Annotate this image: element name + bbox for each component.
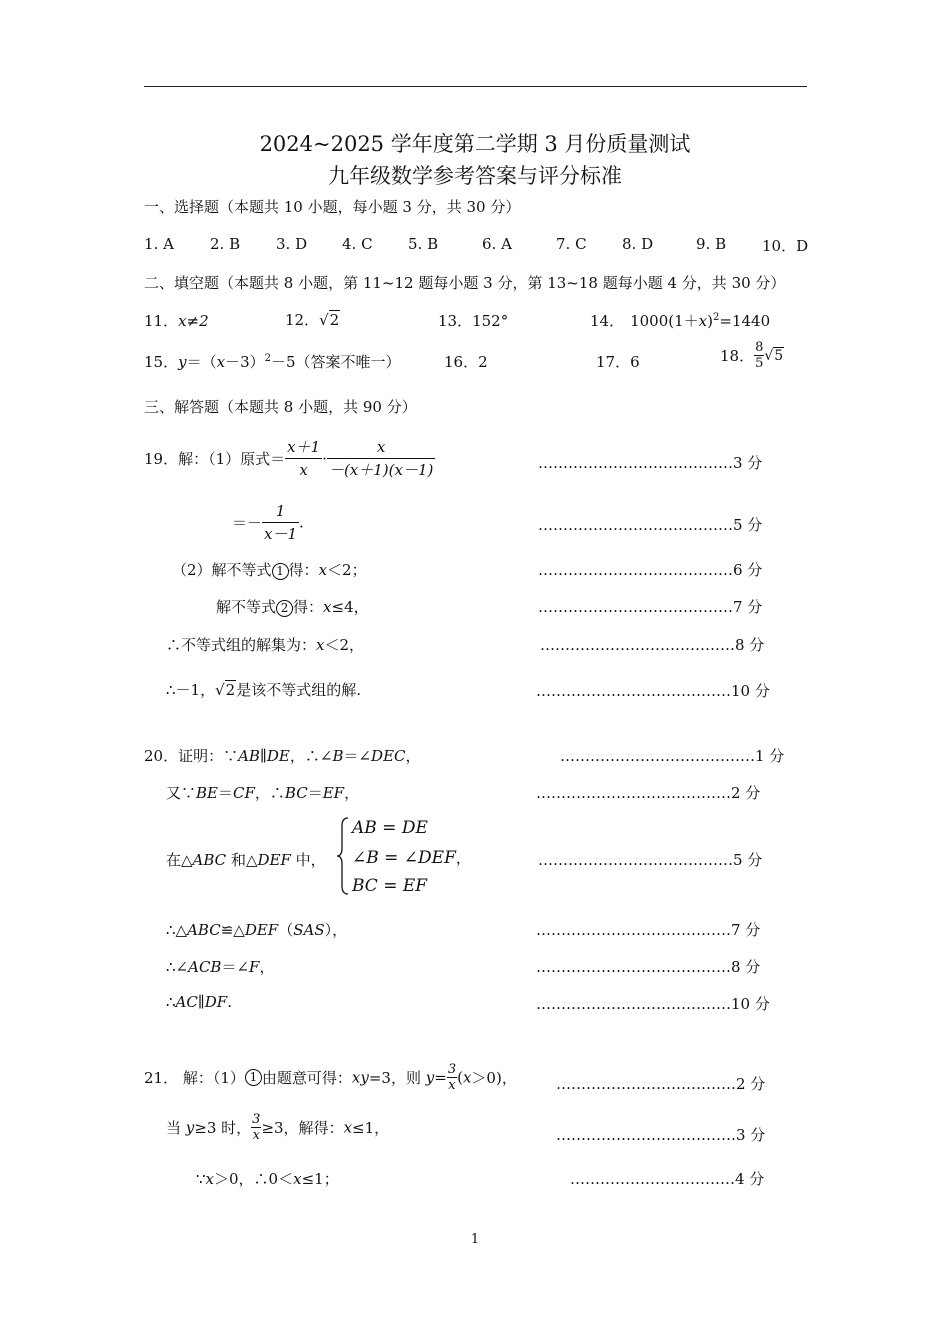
fill-q13: 13．152° — [438, 312, 509, 330]
q20-step2: 又∵BE＝CF，∴BC＝EF， — [166, 784, 360, 802]
fill-q16: 16．2 — [444, 353, 488, 371]
q19-score-6: …………………………………10 分 — [536, 682, 770, 700]
q21-score-3: ……………………………4 分 — [570, 1170, 765, 1188]
mc-answer: 7. C — [556, 235, 587, 253]
section3-heading: 三、解答题（本题共 8 小题，共 90 分） — [144, 398, 417, 416]
circled-number: 1 — [245, 1069, 262, 1086]
fill-q17: 17．6 — [596, 353, 640, 371]
q20-step5: ∴∠ACB＝∠F， — [166, 958, 275, 976]
q19-step2: ＝－ $\frac{1}{x-1}$ . — [232, 502, 304, 543]
q19-step1: 19．解：（1）原式＝ $\frac{x+1}{x}$ · $\frac{x}{-(x+1)(x-1)}$ — [144, 438, 434, 479]
fill-q11: 11．x≠2 — [144, 312, 209, 330]
q19-step5: ∴不等式组的解集为：x＜2， — [166, 636, 365, 654]
page-subtitle: 九年级数学参考答案与评分标准 — [328, 164, 622, 188]
q21-score-1: ………………………………2 分 — [556, 1075, 766, 1093]
mc-answer: 9. B — [696, 235, 727, 253]
system-eq-2: ∠B = ∠DEF， — [352, 848, 471, 868]
q20-score-5: …………………………………8 分 — [536, 958, 761, 976]
mc-answer: 6. A — [482, 235, 512, 253]
mc-answer: 5. B — [408, 235, 439, 253]
circled-number: 1 — [272, 563, 289, 580]
mc-answer: 2. B — [210, 235, 241, 253]
q19-step3: （2）解不等式 1 得：x＜2； — [172, 561, 367, 579]
q19-score-3: …………………………………6 分 — [538, 561, 763, 579]
system-eq-1: AB = DE — [352, 818, 428, 838]
q20-score-1: …………………………………1 分 — [560, 747, 785, 765]
q20-step1: 20．证明：∵AB∥DE，∴∠B＝∠DEC， — [144, 747, 421, 765]
q20-score-2: …………………………………2 分 — [536, 784, 761, 802]
page-title: 2024~2025 学年度第二学期 3 月份质量测试 — [259, 132, 691, 156]
section2-heading: 二、填空题（本题共 8 小题，第 11~12 题每小题 3 分，第 13~18 题每小题 4 分，共 30 分） — [144, 274, 786, 292]
circled-number: 2 — [276, 600, 293, 617]
q19-step4: 解不等式 2 得：x≤4， — [216, 598, 369, 616]
q20-step3-label: 在△ABC 和△DEF 中， — [166, 851, 326, 869]
fill-q14: 14． $1000(1+x)^2=1440$ — [590, 312, 771, 330]
q21-score-2: ………………………………3 分 — [556, 1126, 766, 1144]
q20-step4: ∴△ABC≌△DEF（SAS）， — [166, 921, 348, 939]
q20-score-6: …………………………………10 分 — [536, 995, 770, 1013]
system-eq-3: BC = EF — [352, 876, 428, 896]
page-number: 1 — [470, 1232, 480, 1247]
q20-step6: ∴AC∥DF. — [166, 993, 233, 1011]
mc-answer: 1. A — [144, 235, 174, 253]
q21-step2: 当 y≥3 时， $\frac{3}{x}$ ≥3，解得：x≤1， — [166, 1112, 390, 1143]
section1-heading: 一、选择题（本题共 10 小题，每小题 3 分，共 30 分） — [144, 198, 521, 216]
q20-score-4: …………………………………7 分 — [536, 921, 761, 939]
fill-q15: 15．$y=(x-3)^2-5$（答案不唯一） — [144, 353, 401, 371]
fill-q12: 12．√2 — [285, 311, 340, 329]
q19-score-5: …………………………………8 分 — [540, 636, 765, 654]
left-brace-icon — [336, 816, 350, 896]
q19-step6: ∴－1，√2是该不等式组的解. — [166, 681, 361, 699]
q21-step3: ∵x＞0，∴0＜x≤1； — [196, 1170, 339, 1188]
mc-answer: 3. D — [276, 235, 308, 253]
top-rule — [144, 86, 807, 87]
q19-score-1: …………………………………3 分 — [538, 454, 763, 472]
fill-q18: 18． $\frac{8}{5}$ √5 — [720, 340, 784, 371]
q21-step1: 21． 解：（1） 1 由题意可得：xy=3，则 y= $\frac{3}{x}$ (x＞0)， — [144, 1062, 517, 1093]
q19-score-2: …………………………………5 分 — [538, 516, 763, 534]
mc-answer: 8. D — [622, 235, 654, 253]
q20-score-3: …………………………………5 分 — [538, 851, 763, 869]
mc-answer: 4. C — [342, 235, 373, 253]
q19-score-4: …………………………………7 分 — [538, 598, 763, 616]
mc-answer: 10．D — [762, 237, 809, 255]
